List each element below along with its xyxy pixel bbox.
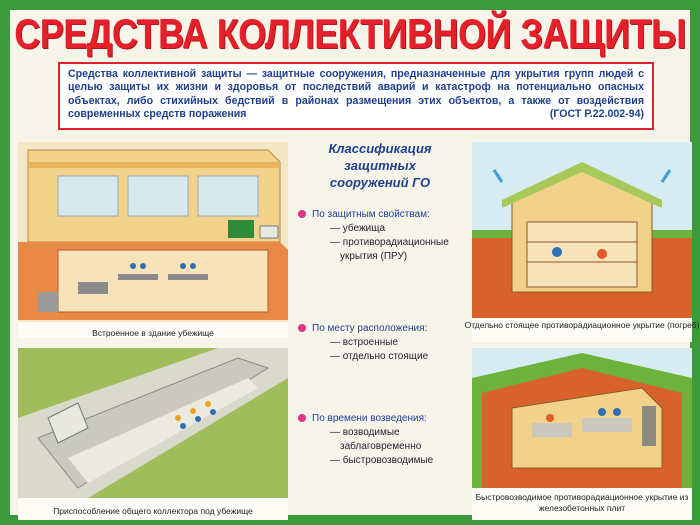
caption-built-in-shelter: Встроенное в здание убежище	[92, 328, 214, 338]
bullet-icon	[298, 414, 306, 422]
classification-title-line-3: сооружений ГО	[329, 175, 431, 190]
illustration-concrete-slab-shelter	[472, 348, 692, 520]
illustration-cellar	[464, 142, 700, 342]
classification-group-location	[298, 322, 473, 364]
illustration-built-in-shelter	[18, 142, 288, 338]
bullet-icon	[298, 210, 306, 218]
poster-title: СРЕДСТВА КОЛЛЕКТИВНОЙ ЗАЩИТЫ	[14, 10, 686, 58]
built-in-shelter-drawing	[18, 142, 288, 322]
definition-lead: Средства коллективной защиты	[68, 68, 242, 80]
bullet-icon	[298, 324, 306, 332]
definition-box	[58, 62, 654, 130]
caption-collector-shelter: Приспособление общего коллектора под убежище	[53, 506, 253, 516]
definition-text: — защитные сооружения, предназначенные для укрытия групп людей с целью защиты их жизни и здоровья от последствий аварий и катастроф на потенциально опасных объектах, либо стихийных бедствий в районах размещения этих объектов, а также от воздействия современных средств поражения	[68, 68, 644, 121]
group-head: По времени возведения:	[312, 413, 427, 424]
collector-shelter-drawing	[18, 348, 288, 498]
group-item: — противорадиационные укрытия (ПРУ)	[330, 237, 449, 262]
caption-concrete-slab-shelter: Быстровозводимое противорадиационное укрытие из железобетонных плит	[475, 492, 689, 513]
classification-title-line-2: защитных	[344, 158, 416, 173]
group-head: По защитным свойствам:	[312, 209, 430, 220]
group-item: — быстровозводимые	[330, 455, 434, 466]
group-item: — отдельно стоящие	[330, 351, 429, 362]
concrete-slab-shelter-drawing	[472, 348, 692, 488]
group-item: — убежища	[330, 223, 386, 234]
gost-reference: (ГОСТ Р.22.002-94)	[549, 108, 644, 121]
cellar-drawing	[472, 142, 692, 318]
group-item: — возводимые заблаговременно	[330, 427, 422, 452]
group-head: По месту расположения:	[312, 323, 428, 334]
caption-cellar: Отдельно стоящее противорадиационное укрытие (погреб)	[464, 320, 700, 330]
classification-title-line-1: Классификация	[328, 141, 432, 156]
group-item: — встроенные	[330, 337, 399, 348]
classification-group-construction-time	[298, 412, 473, 468]
classification-title	[310, 140, 450, 191]
illustration-collector-shelter	[18, 348, 288, 520]
classification-group-protective	[298, 208, 473, 264]
